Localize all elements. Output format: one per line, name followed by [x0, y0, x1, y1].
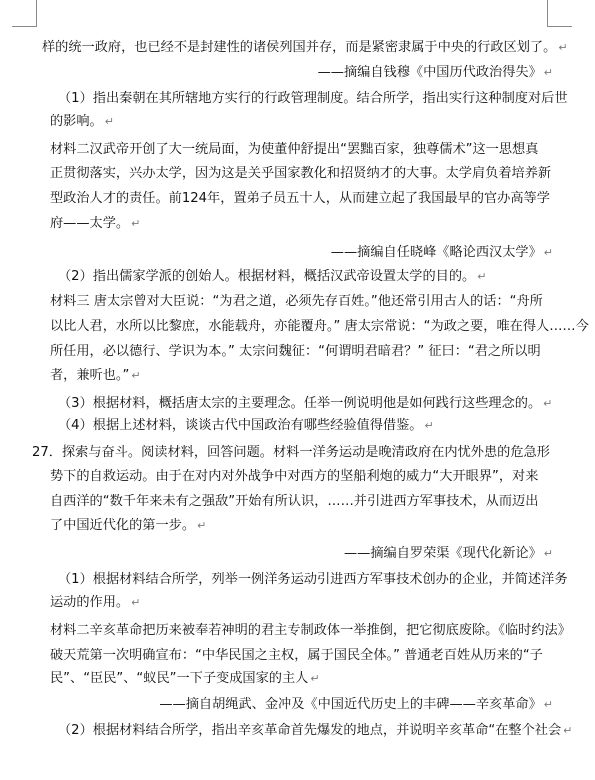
- paragraph-mark-icon: ↵: [424, 419, 434, 432]
- text-line: 样的统一政府，也已经不是封建性的诸侯列国并存，而是紧密隶属于中央的行政区划了。 ↵: [42, 40, 568, 55]
- paragraph-mark-icon: ↵: [543, 698, 553, 711]
- text-line: 型政治人才的责任。前124年，置弟子员五十人，从而建立起了我国最早的官办高等学: [50, 191, 550, 206]
- text-line: 自西洋的“数千年来未有之强敌”开始有所认识，……并引进西方军事技术，从而迈出: [50, 494, 539, 509]
- question-line: （4）根据上述材料，谈谈古代中国政治有哪些经验值得借鉴。 ↵: [58, 418, 434, 433]
- paragraph-mark-icon: ↵: [558, 41, 568, 54]
- text-line: 势下的自救运动。由于在对内对外战争中对西方的坚船利炮的威力“大开眼界”，对来: [50, 469, 539, 484]
- crop-mark-right-vertical: [547, 0, 548, 26]
- question-line: （1）指出秦朝在其所辖地方实行的行政管理制度。结合所学，指出实行这种制度对后世: [58, 91, 568, 106]
- paragraph-mark-icon: ↵: [310, 672, 320, 685]
- paragraph-mark-icon: ↵: [543, 397, 553, 410]
- paragraph-mark-icon: ↵: [543, 66, 553, 79]
- question-line: （1）根据材料结合所学，列举一例洋务运动引进西方军事技术创办的企业，并简述洋务: [58, 572, 568, 587]
- crop-mark-left-vertical: [36, 0, 37, 26]
- source-citation: ——摘编自任晓峰《略论西汉太学》 ↵: [330, 245, 553, 260]
- paragraph-mark-icon: ↵: [131, 217, 141, 230]
- text-line: 材料二汉武帝开创了大一统局面，为使董仲舒提出“罢黜百家，独尊儒术”这一思想真: [50, 142, 539, 157]
- question-line: （3）根据材料，概括唐太宗的主要理念。任举一例说明他是如何践行这些理念的。 ↵: [58, 396, 553, 411]
- text-line: 了中国近代化的第一步。 ↵: [50, 518, 207, 533]
- paragraph-mark-icon: ↵: [131, 369, 141, 382]
- text-line: 材料二辛亥革命把历来被奉若神明的君主专制政体一举推倒，把它彻底废除。《临时约法》: [50, 623, 571, 638]
- source-citation: ——摘编自钱穆《中国历代政治得失》 ↵: [317, 65, 553, 80]
- text-line: 府——太学。 ↵: [50, 216, 141, 231]
- question-27-line: 27．探索与奋斗。阅读材料，回答问题。材料一洋务运动是晚清政府在内忧外患的危急形: [32, 445, 550, 460]
- paragraph-mark-icon: ↵: [131, 596, 141, 609]
- question-line: 的影响。 ↵: [50, 114, 114, 129]
- paragraph-mark-icon: ↵: [563, 724, 573, 737]
- paragraph-mark-icon: ↵: [543, 246, 553, 259]
- source-citation: ——摘编自罗荣渠《现代化新论》 ↵: [343, 546, 553, 561]
- text-line: 所任用，必以德行、学识为本。” 太宗问魏征：“何谓明君暗君？” 征曰：“君之所以明: [50, 344, 541, 359]
- paragraph-mark-icon: ↵: [543, 547, 553, 560]
- question-line: （2）指出儒家学派的创始人。根据材料，概括汉武帝设置太学的目的。 ↵: [58, 269, 487, 284]
- text-line: 正贯彻落实，兴办太学，因为这是关乎国家教化和招贤纳才的大事。太学肩负着培养新: [50, 166, 552, 181]
- text-line: 破天荒第一次明确宣布：“中华民国之主权，属于国民全体。” 普通老百姓从历来的“子: [50, 648, 543, 663]
- paragraph-mark-icon: ↵: [104, 115, 114, 128]
- crop-mark-right-horizontal: [547, 26, 572, 27]
- text-line: 以比人君，水所以比黎庶，水能载舟，亦能覆舟。” 唐太宗常说：“为政之要，唯在得人……今: [50, 319, 589, 334]
- paragraph-mark-icon: ↵: [197, 519, 207, 532]
- text-line: 民”、“臣民”、“蚁民”一下子变成国家的主人 ↵: [50, 671, 320, 686]
- text-line: 者，兼听也。” ↵: [50, 368, 141, 383]
- crop-mark-left-horizontal: [12, 26, 37, 27]
- source-citation: ——摘自胡绳武、金冲及《中国近代历史上的丰碑——辛亥革命》 ↵: [159, 697, 553, 712]
- paragraph-mark-icon: ↵: [477, 270, 487, 283]
- text-line: 材料三 唐太宗曾对大臣说：“为君之道，必须先存百姓。”他还常引用古人的话：“舟所: [50, 294, 543, 309]
- question-line: （2）根据材料结合所学，指出辛亥革命首先爆发的地点，并说明辛亥革命“在整个社会 ↵: [58, 723, 573, 738]
- question-line: 运动的作用。 ↵: [50, 595, 141, 610]
